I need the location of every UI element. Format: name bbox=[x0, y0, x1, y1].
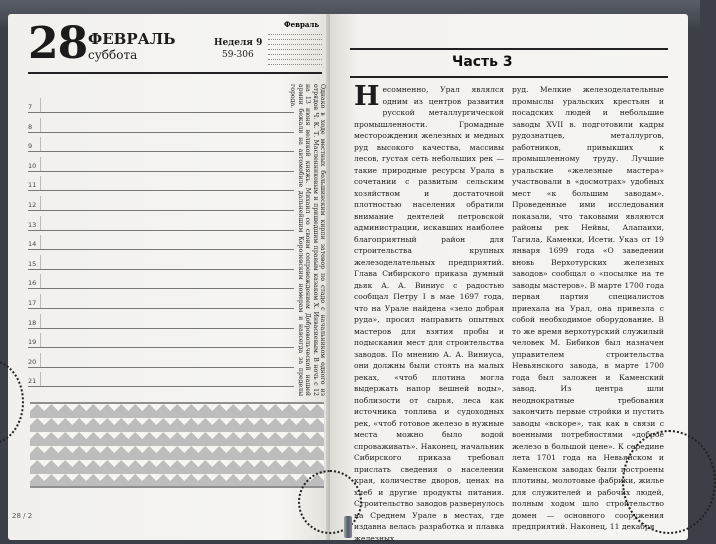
note-line bbox=[28, 137, 294, 152]
pattern-rule-bottom bbox=[30, 486, 324, 488]
note-line bbox=[28, 353, 294, 368]
vertical-note-box bbox=[289, 84, 326, 396]
line-number: 18 bbox=[28, 318, 37, 327]
line-margin-mark bbox=[40, 235, 41, 249]
mini-calendar-row bbox=[268, 60, 322, 65]
week-number: Неделя 9 bbox=[214, 38, 263, 48]
line-margin-mark bbox=[40, 196, 41, 210]
line-margin-mark bbox=[40, 98, 41, 112]
chapter-title: Часть 3 bbox=[452, 54, 513, 70]
line-margin-mark bbox=[40, 353, 41, 367]
line-margin-mark bbox=[40, 294, 41, 308]
day-count: 59-306 bbox=[222, 50, 254, 60]
line-number: 9 bbox=[28, 142, 33, 151]
line-number: 7 bbox=[28, 103, 33, 111]
line-number: 12 bbox=[28, 201, 37, 209]
month-name: ФЕВРАЛЬ bbox=[88, 30, 176, 48]
line-margin-mark bbox=[40, 314, 41, 328]
line-number: 13 bbox=[28, 220, 37, 229]
note-line bbox=[28, 255, 294, 270]
note-line bbox=[28, 235, 294, 250]
line-margin-mark bbox=[40, 118, 41, 132]
chapter-rule-top bbox=[350, 48, 668, 50]
day-number: 28 bbox=[28, 18, 88, 69]
line-number: 11 bbox=[28, 181, 37, 190]
header-rule bbox=[28, 72, 322, 74]
line-number: 10 bbox=[28, 161, 37, 170]
chapter-rule-bottom bbox=[350, 76, 668, 78]
note-line bbox=[28, 216, 294, 231]
text-column-2: руд. Мелкие железоделательные промыслы уральских крестьян и посадских людей и небольшие заводы XVII в. подготовили кадры рудознатцев, металлургов, работников, привыкших к промышленному труду. Лучшие уральские «железные мастера» участвовали в «досмотрах» удобных мест «к большим заводам». Проведенные ими исследования показали, что таковыми являются районы рек Нейвы, Алапаихи, Тагила, Каменки, Исети. Указ от 19 января 1699 года «О заведении вновь Верхотурских железных заводов» сообщал о «посылке на те заводы мастеров». В марте 1700 года первая партия специалистов приехала на Урал, она привезла с собой необходимое оборудование. В то же время верхотурский служилый человек М. Бибиков был назначен управителем строительства Невьянского завода, в марте 1700 года был заложен и Каменский завод. Из центра шли неоднократные требования закончить первые стройки и пустить заводы «вскоре», так как в связи с военными потребностями «доброе железо в большой цене». К середине лета 1701 года на Невьянском и Каменском заводах были построены плотины, молотовые фабрики, жилье для служителей и рабочих людей, полным ходом шло строительство домен — основного сооружения предприятий. Наконец, 11 декабря bbox=[512, 85, 664, 531]
mini-calendar bbox=[268, 22, 322, 66]
line-number: 17 bbox=[28, 299, 37, 307]
note-line bbox=[28, 98, 294, 113]
line-margin-mark bbox=[40, 216, 41, 230]
line-margin-mark bbox=[40, 176, 41, 190]
left-page-number: 28 / 2 bbox=[12, 512, 33, 520]
line-margin-mark bbox=[40, 157, 41, 171]
line-number: 8 bbox=[28, 122, 33, 131]
drop-cap: Н bbox=[354, 81, 380, 112]
line-number: 19 bbox=[28, 338, 37, 347]
line-number: 15 bbox=[28, 259, 37, 268]
note-line bbox=[28, 176, 294, 191]
line-number: 16 bbox=[28, 279, 37, 288]
decorative-dots-center bbox=[298, 470, 362, 534]
weekday-name: суббота bbox=[88, 48, 138, 62]
text-column-1 bbox=[354, 81, 504, 544]
line-margin-mark bbox=[40, 372, 41, 386]
note-line bbox=[28, 294, 294, 309]
bookmark-clip bbox=[344, 516, 352, 538]
line-number: 20 bbox=[28, 357, 37, 366]
line-margin-mark bbox=[40, 333, 41, 347]
line-margin-mark bbox=[40, 255, 41, 269]
note-line bbox=[28, 333, 294, 348]
note-line bbox=[28, 314, 294, 329]
vertical-note-text: Однако в ходе местных большинским кирпи затовор по стадо с начальником одного из отрядов Ч. К. Т. Масленниковым и пришедшим правым казаком Х. Инвасиевым. В ночь с 12 на 13 июня великой княжь. Михаил со своим сопровождением Добровольческой нашей армии бежали на автомобиле дальнейшим Королевским номерам и навсегда за пределы города. bbox=[289, 84, 326, 396]
decorative-pattern bbox=[30, 404, 324, 486]
line-number: 14 bbox=[28, 240, 37, 249]
note-line bbox=[28, 196, 294, 211]
line-margin-mark bbox=[40, 137, 41, 151]
column-1-text: есомненно, Урал являлся одним из центров развития русской металлургической промышленности. Громадные месторождения железных и медных руд высокого качества, массивы лесов, густая сеть небольших рек — такие природные ресурсы Урала в сочетании с развитым сельским хозяйством и достаточной плотностью населения обратили внимание деятелей петровской администрации, искавших наиболее благоприятный район для строительства крупных железоделательных предприятий. Глава Сибирского приказа думный дьяк А. А. Виниус с радостью сообщал Петру I в мае 1697 года, что на Урале найдена «зело добрая руда», просил направить опытных мастеров для взятия пробы и подыскания мест для строительства заводов. По мнению А. А. Виниуса, они должны были стоять на малых реках, «чтоб плотина могла выдержать напор вешней воды», поблизости от сырья, леса как источника топлива и судоходных рек, «чтоб готовое железо в нужные места можно было водой спроваживать». Наконец, начальник Сибирского приказа требовал прислать сведения о населении края, количестве дворов, ценах на хлеб и другие продукты питания. Строительство заводов развернулось на Среднем Урале в местах, где издавна велась разработка и плавка железных bbox=[354, 85, 504, 543]
mini-calendar-title: Февраль bbox=[284, 20, 320, 29]
note-line bbox=[28, 274, 294, 289]
line-margin-mark bbox=[40, 274, 41, 288]
note-line bbox=[28, 118, 294, 133]
note-line bbox=[28, 157, 294, 172]
line-number: 21 bbox=[28, 377, 37, 386]
note-line bbox=[28, 372, 294, 387]
